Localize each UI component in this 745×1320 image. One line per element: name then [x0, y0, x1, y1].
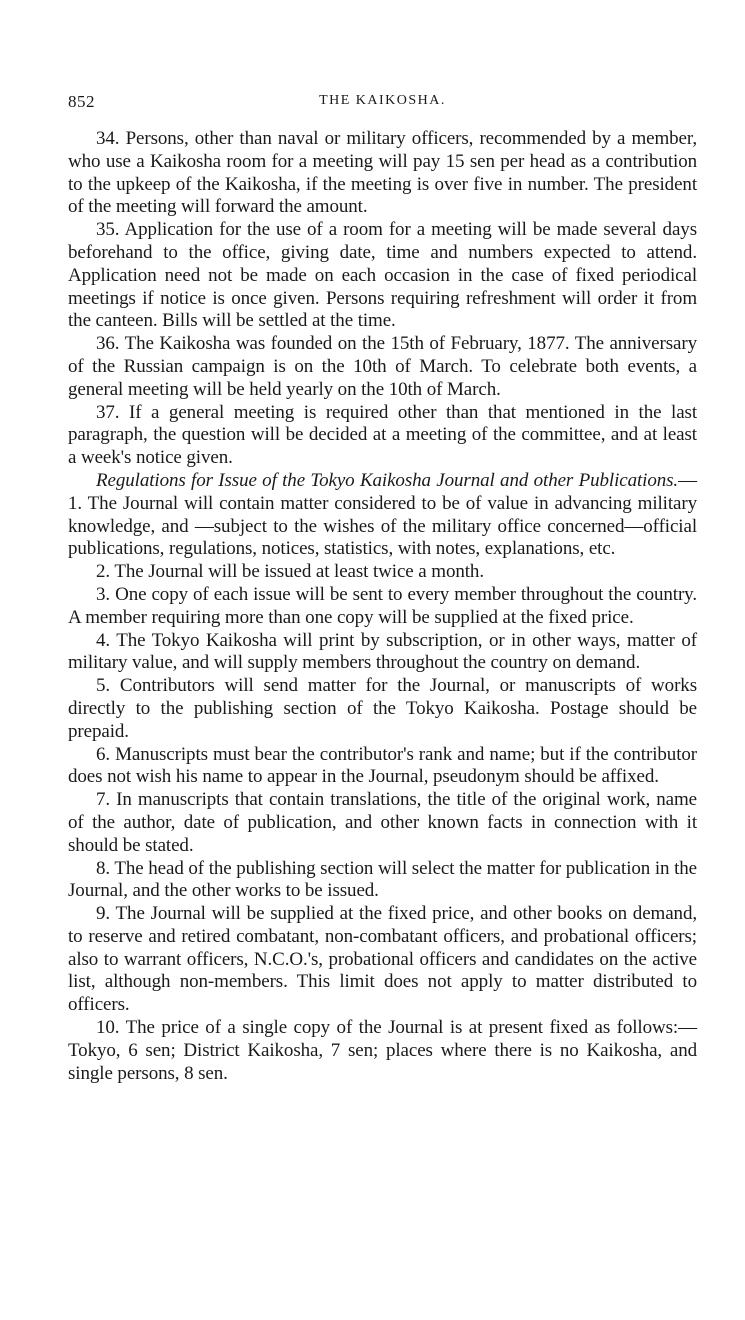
paragraph-34: 34. Persons, other than naval or military officers, recommended by a member, who use a Kaikosha room for a meeting will pay 15 sen per head as a contribution to the upkeep of the Kaikosha, if the meeting is over five in number. The president of the meeting will forward the amount. — [68, 128, 697, 218]
paragraph-5: 5. Contributors will send matter for the Journal, or manuscripts of works directly to the publishing section of the Tokyo Kaikosha. Postage should be prepaid. — [68, 675, 697, 742]
paragraph-2: 2. The Journal will be issued at least twice a month. — [96, 561, 484, 583]
paragraph-3: 3. One copy of each issue will be sent to every member throughout the country. A member requiring more than one copy will be supplied at the fixed price. — [68, 583, 697, 628]
page-number: 852 — [68, 92, 95, 111]
paragraph-regulations: Regulations for Issue of the Tokyo Kaikosha Journal and other Publications.—1. The Journal will contain matter considered to be of value in advancing military knowledge, and —subject to the wishes of the military office concerned—official publications, regulations, notices, statistics, with notes, explanations, etc. — [68, 469, 697, 560]
paragraph-10: 10. The price of a single copy of the Journal is at present fixed as follows:—Tokyo, 6 sen; District Kaikosha, 7 sen; places where there is no Kaikosha, and single persons, 8 sen. — [68, 1017, 697, 1084]
page-body — [68, 128, 697, 1085]
regulations-heading: Regulations for Issue of the Tokyo Kaikosha Journal and other Publications. — [96, 469, 679, 491]
paragraph-9: 9. The Journal will be supplied at the fixed price, and other books on demand, to reserve and retired combatant, non-combatant officers, and probational officers; also to warrant officers, N.C.O.'s, probational officers and candidates on the active list, although non-members. This limit does not apply to matter distributed to officers. — [68, 903, 697, 1016]
paragraph-4: 4. The Tokyo Kaikosha will print by subscription, or in other ways, matter of military value, and will supply members throughout the country on demand. — [68, 629, 697, 674]
running-head: THE KAIKOSHA. — [319, 93, 446, 108]
paragraph-8: 8. The head of the publishing section will select the matter for publication in the Journal, and the other works to be issued. — [68, 857, 697, 902]
page-header — [68, 92, 697, 116]
paragraph-6: 6. Manuscripts must bear the contributor's rank and name; but if the contributor does not wish his name to appear in the Journal, pseudonym should be affixed. — [68, 743, 697, 788]
paragraph-36: 36. The Kaikosha was founded on the 15th of February, 1877. The anniversary of the Russian campaign is on the 10th of March. To celebrate both events, a general meeting will be held yearly on the 10th of March. — [68, 333, 697, 400]
paragraph-35: 35. Application for the use of a room for a meeting will be made several days beforehand to the office, giving date, time and numbers expected to attend. Application need not be made on each occasion in the case of fixed periodical meetings if notice is once given. Persons requiring refreshment will order it from the canteen. Bills will be settled at the time. — [68, 219, 697, 332]
paragraph-7: 7. In manuscripts that contain translations, the title of the original work, name of the author, date of publication, and other known facts in connection with it should be stated. — [68, 789, 697, 856]
paragraph-37: 37. If a general meeting is required other than that mentioned in the last paragraph, the question will be decided at a meeting of the committee, and at least a week's notice given. — [68, 401, 697, 469]
